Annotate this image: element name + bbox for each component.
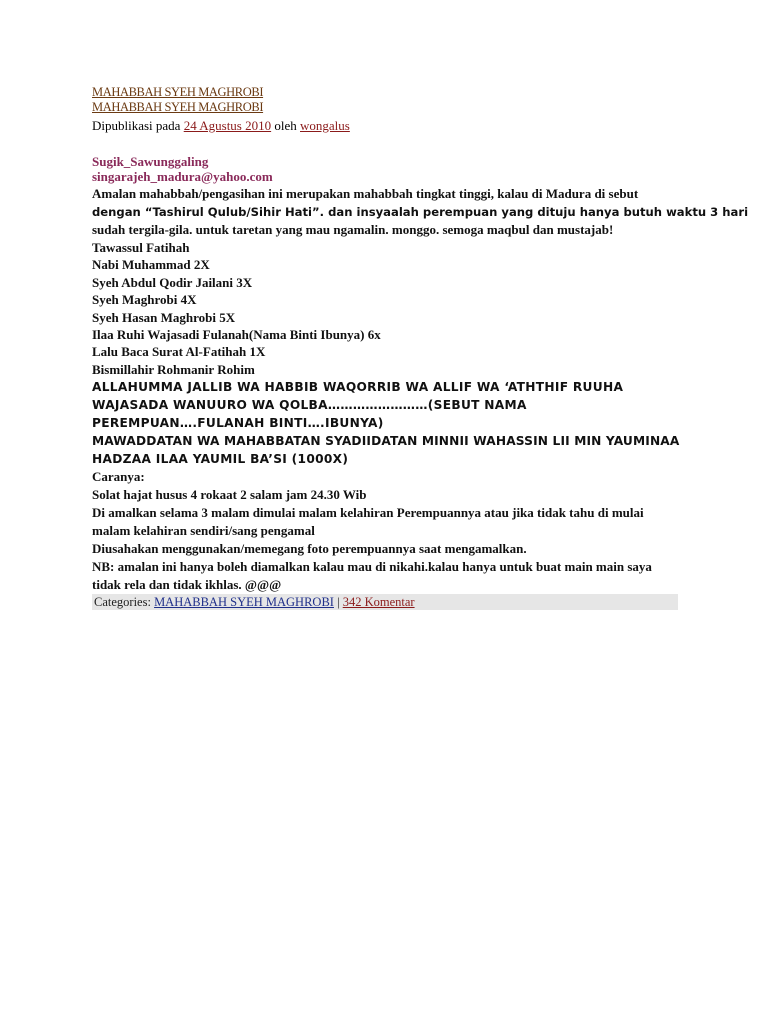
dua-line: PEREMPUAN….FULANAH BINTI….IBUNYA) xyxy=(92,416,384,431)
category-link[interactable]: MAHABBAH SYEH MAGHROBI xyxy=(154,595,334,610)
author-block xyxy=(92,154,678,184)
post-footer-bar xyxy=(92,594,678,610)
post-body xyxy=(92,185,749,594)
tawassul-line: Syeh Abdul Qodir Jailani 3X xyxy=(92,274,253,290)
intro-line: dengan “Tashirul Qulub/Sihir Hati”. dan insyaalah perempuan yang dituju hanya butuh waktu 3 hari xyxy=(92,205,749,219)
mawaddah-line: MAWADDATAN WA MAHABBATAN SYADIIDATAN MINNII WAHASSIN LII MIN YAUMINAA xyxy=(92,434,680,449)
caranya-line: Di amalkan selama 3 malam dimulai malam kelahiran Perempuannya atau jika tidak tahu di mulai xyxy=(92,505,644,521)
author-name: Sugik_Sawunggaling xyxy=(92,154,209,169)
post-title-link-secondary[interactable]: MAHABBAH SYEH MAGHROBI xyxy=(92,100,264,114)
caranya-line: NB: amalan ini hanya boleh diamalkan kalau mau di nikahi.kalau hanya untuk buat main main saya xyxy=(92,559,652,575)
tawassul-line: Syeh Hasan Maghrobi 5X xyxy=(92,309,236,325)
caranya-line: malam kelahiran sendiri/sang pengamal xyxy=(92,523,315,539)
dua-line: WAJASADA WANUURO WA QOLBA……………………(SEBUT NAMA xyxy=(92,398,527,413)
caranya-paragraph xyxy=(92,468,678,594)
caranya-line: Diusahakan menggunakan/memegang foto perempuannya saat mengamalkan. xyxy=(92,541,527,557)
tawassul-line: Syeh Maghrobi 4X xyxy=(92,292,197,308)
tawassul-line: Bismillahir Rohmanir Rohim xyxy=(92,361,255,377)
author-email: singarajeh_madura@yahoo.com xyxy=(92,169,273,184)
intro-paragraph xyxy=(92,185,749,239)
tawassul-line: Tawassul Fatihah xyxy=(92,240,190,255)
tawassul-line: Nabi Muhammad 2X xyxy=(92,257,210,273)
tawassul-line: Lalu Baca Surat Al-Fatihah 1X xyxy=(92,344,266,360)
footer-separator: | xyxy=(333,595,343,610)
caranya-line: Solat hajat husus 4 rokaat 2 salam jam 24.30 Wib xyxy=(92,487,367,503)
post-title-link[interactable]: MAHABBAH SYEH MAGHROBI xyxy=(92,85,264,99)
tawassul-paragraph xyxy=(92,239,678,432)
published-prefix: Dipublikasi pada xyxy=(92,118,184,133)
dua-line: ALLAHUMMA JALLIB WA HABBIB WAQORRIB WA ALLIF WA ‘ATHTHIF RUUHA xyxy=(92,380,624,395)
intro-line: sudah tergila-gila. untuk taretan yang mau ngamalin. monggo. semoga maqbul dan mustajab! xyxy=(92,222,614,237)
caranya-line: Caranya: xyxy=(92,469,145,485)
intro-line: Amalan mahabbah/pengasihan ini merupakan mahabbah tingkat tinggi, kalau di Madura di sebut xyxy=(92,186,639,201)
author-link[interactable]: wongalus xyxy=(300,118,350,133)
post-page xyxy=(92,85,749,610)
mawaddah-line: HADZAA ILAA YAUMIL BA’SI (1000X) xyxy=(92,452,349,467)
categories-label: Categories: xyxy=(94,595,155,610)
post-meta xyxy=(92,117,678,134)
comments-link[interactable]: 342 Komentar xyxy=(342,595,415,610)
mawaddah-paragraph xyxy=(92,432,678,468)
by-label: oleh xyxy=(271,118,301,133)
published-date-link[interactable]: 24 Agustus 2010 xyxy=(183,118,272,133)
tawassul-line: Ilaa Ruhi Wajasadi Fulanah(Nama Binti Ibunya) 6x xyxy=(92,327,381,343)
caranya-line: tidak rela dan tidak ikhlas. @@@ xyxy=(92,577,282,593)
